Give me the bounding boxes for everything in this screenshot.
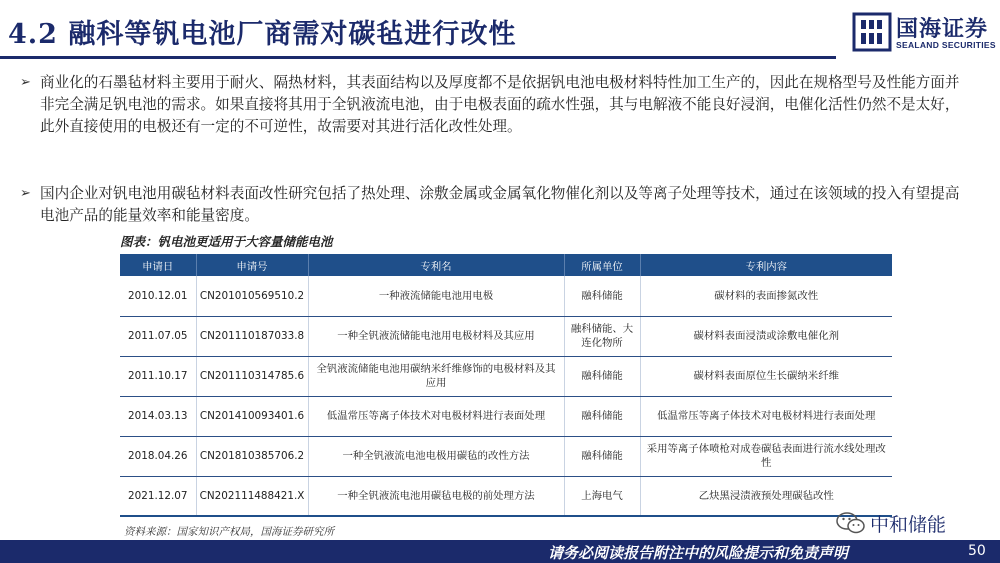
logo-text-cn: 国海证券 (896, 17, 989, 42)
cell-name: 一种液流储能电池用电极 (308, 276, 564, 316)
table-row (120, 276, 892, 316)
column-header: 申请日 (120, 254, 196, 276)
bullet-text: 国内企业对钒电池用碳毡材料表面改性研究包括了热处理、涂敷金属或金属氧化物催化剂以及等离子处理等技术，通过在该领域的投入有望提高电池产品的能量效率和能量密度。 (40, 185, 960, 224)
cell-content: 采用等离子体喷枪对成卷碳毡表面进行流水线处理改性 (640, 436, 892, 476)
arrow-right-icon: ➢ (20, 186, 31, 201)
column-header: 申请号 (196, 254, 308, 276)
arrow-right-icon: ➢ (20, 75, 31, 90)
bullet-point (20, 183, 960, 227)
company-logo (852, 10, 997, 56)
patent-table (120, 254, 892, 517)
cell-date: 2021.12.07 (120, 476, 196, 516)
column-header: 专利内容 (640, 254, 892, 276)
cell-owner: 融科储能 (564, 436, 640, 476)
table-row (120, 396, 892, 436)
cell-owner: 融科储能 (564, 276, 640, 316)
table-row (120, 476, 892, 516)
cell-number: CN201010569510.2 (196, 276, 308, 316)
cell-owner: 上海电气 (564, 476, 640, 516)
table-header-row (120, 254, 892, 276)
cell-content: 低温常压等离子体技术对电极材料进行表面处理 (640, 396, 892, 436)
cell-content: 碳材料的表面掺氮改性 (640, 276, 892, 316)
cell-number: CN202111488421.X (196, 476, 308, 516)
cell-number: CN201410093401.6 (196, 396, 308, 436)
cell-name: 低温常压等离子体技术对电极材料进行表面处理 (308, 396, 564, 436)
disclaimer-text: 请务必阅读报告附注中的风险提示和免责声明 (548, 544, 849, 562)
cell-owner: 融科储能 (564, 396, 640, 436)
source-note: 资料来源：国家知识产权局，国海证券研究所 (124, 526, 334, 538)
column-header: 所属单位 (564, 254, 640, 276)
column-header: 专利名 (308, 254, 564, 276)
bullet-point (20, 72, 960, 138)
title-underline (0, 56, 836, 59)
cell-date: 2011.07.05 (120, 316, 196, 356)
cell-owner: 融科储能 (564, 356, 640, 396)
table-caption: 图表：钒电池更适用于大容量储能电池 (120, 234, 333, 249)
cell-content: 碳材料表面原位生长碳纳米纤维 (640, 356, 892, 396)
cell-number: CN201110314785.6 (196, 356, 308, 396)
cell-name: 全钒液流储能电池用碳纳米纤维修饰的电极材料及其应用 (308, 356, 564, 396)
cell-date: 2011.10.17 (120, 356, 196, 396)
cell-name: 一种全钒液流电池电极用碳毡的改性方法 (308, 436, 564, 476)
cell-owner: 融科储能、大连化物所 (564, 316, 640, 356)
page-number: 50 (968, 543, 986, 559)
cell-number: CN201810385706.2 (196, 436, 308, 476)
wechat-icon (836, 511, 866, 535)
table-row (120, 356, 892, 396)
sealand-logo-icon (852, 12, 892, 52)
page-title: 4.2 融科等钒电池厂商需对碳毡进行改性 (8, 19, 517, 50)
cell-name: 一种全钒液流储能电池用电极材料及其应用 (308, 316, 564, 356)
table-row (120, 436, 892, 476)
cell-date: 2010.12.01 (120, 276, 196, 316)
footer-bar (0, 540, 1000, 563)
watermark-text: 中和储能 (870, 514, 947, 536)
cell-date: 2014.03.13 (120, 396, 196, 436)
bullet-text: 商业化的石墨毡材料主要用于耐火、隔热材料，其表面结构以及厚度都不是依据钒电池电极材料特性加工生产的，因此在规格型号及性能方面并非完全满足钒电池的需求。如果直接将其用于全钒液流电池，由于电极表面的疏水性强，其与电解液不能良好浸润，电催化活性仍然不是太好，此外直接使用的电极还有一定的不可逆性，故需要对其进行活化改性处理。 (40, 74, 960, 135)
cell-number: CN201110187033.8 (196, 316, 308, 356)
cell-content: 碳材料表面浸渍或涂敷电催化剂 (640, 316, 892, 356)
table-row (120, 316, 892, 356)
logo-text-en: SEALAND SECURITIES (896, 40, 996, 50)
cell-name: 一种全钒液流电池用碳毡电极的前处理方法 (308, 476, 564, 516)
watermark (836, 508, 996, 538)
slide-header (0, 0, 1000, 64)
cell-content: 乙炔黑浸渍液预处理碳毡改性 (640, 476, 892, 516)
cell-date: 2018.04.26 (120, 436, 196, 476)
